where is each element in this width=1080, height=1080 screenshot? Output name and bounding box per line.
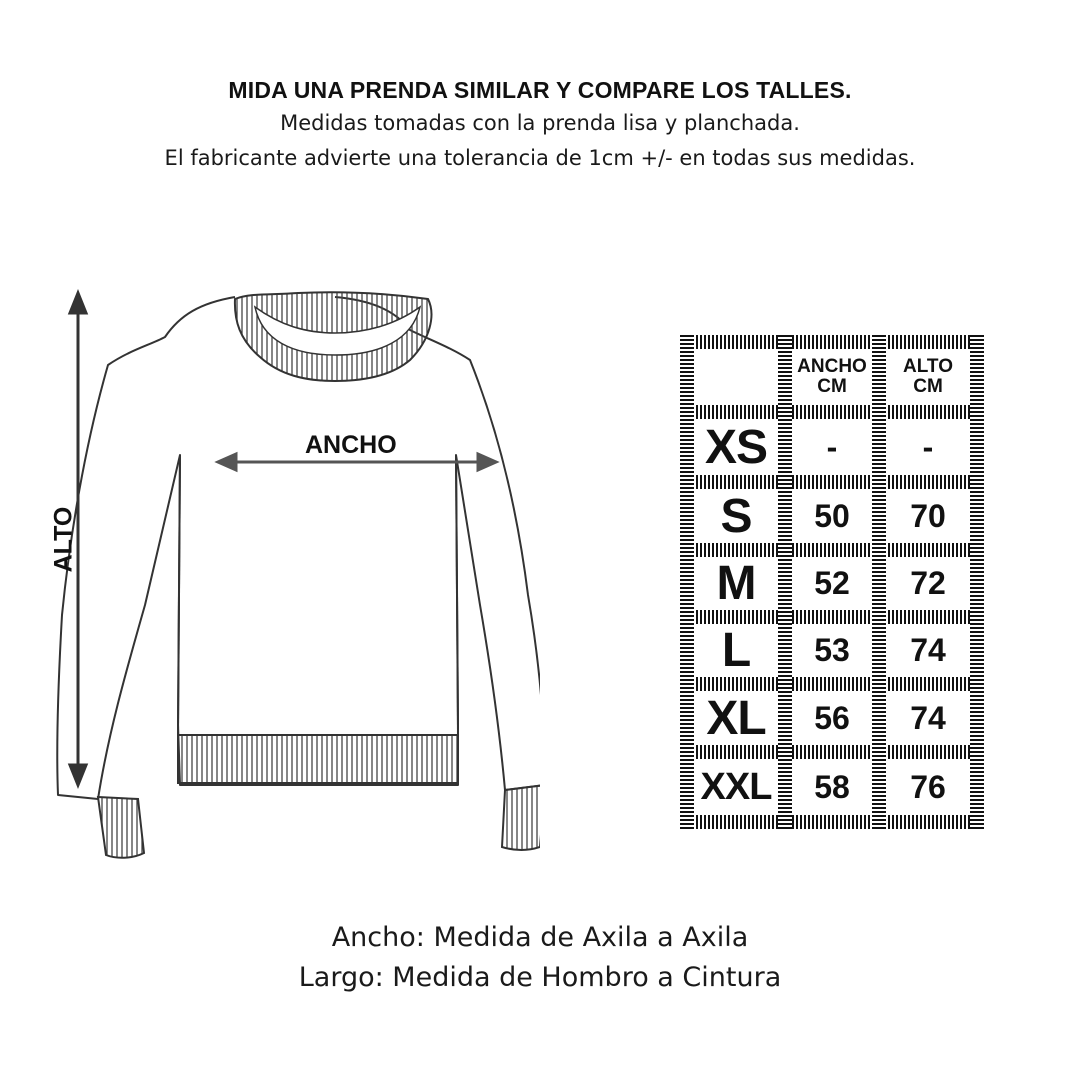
alto-label: ALTO [49, 506, 78, 573]
subtitle-line-1: Medidas tomadas con la prenda lisa y planchada. [280, 111, 800, 135]
alto-value: 70 [886, 489, 970, 543]
page-title: MIDA UNA PRENDA SIMILAR Y COMPARE LOS TALLES. [228, 77, 852, 103]
size-label: XL [694, 691, 778, 745]
size-label: M [694, 557, 778, 610]
sweater-diagram [40, 285, 540, 875]
alto-value: 74 [886, 691, 970, 745]
ancho-value: 53 [792, 624, 872, 677]
col-header-ancho-line1: ANCHO [797, 356, 867, 377]
alto-value: - [886, 419, 970, 475]
ancho-value: 58 [792, 759, 872, 815]
subtitle-line-2: El fabricante advierte una tolerancia de 1cm +/- en todas sus medidas. [164, 146, 916, 170]
col-header-ancho-line2: CM [817, 376, 847, 397]
col-header-alto-line1: ALTO [903, 356, 953, 377]
ancho-value: 50 [792, 489, 872, 543]
footer-line-2: Largo: Medida de Hombro a Cintura [298, 962, 782, 993]
header [0, 74, 1080, 176]
size-label: XXL [694, 759, 778, 815]
size-label: XS [694, 419, 778, 475]
ancho-value: - [792, 419, 872, 475]
alto-value: 72 [886, 557, 970, 610]
left-cuff [98, 797, 144, 858]
alto-value: 74 [886, 624, 970, 677]
waistband [178, 735, 458, 783]
footer-line-1: Ancho: Medida de Axila a Axila [331, 922, 749, 953]
col-header-ancho [792, 349, 872, 405]
right-cuff [502, 785, 540, 850]
size-label: S [694, 489, 778, 543]
ancho-value: 52 [792, 557, 872, 610]
size-table [680, 335, 984, 829]
col-header-alto-line2: CM [913, 376, 943, 397]
footer-notes [0, 918, 1080, 998]
ancho-label: ANCHO [305, 431, 397, 459]
ancho-value: 56 [792, 691, 872, 745]
alto-value: 76 [886, 759, 970, 815]
size-label: L [694, 624, 778, 677]
col-header-alto [886, 349, 970, 405]
